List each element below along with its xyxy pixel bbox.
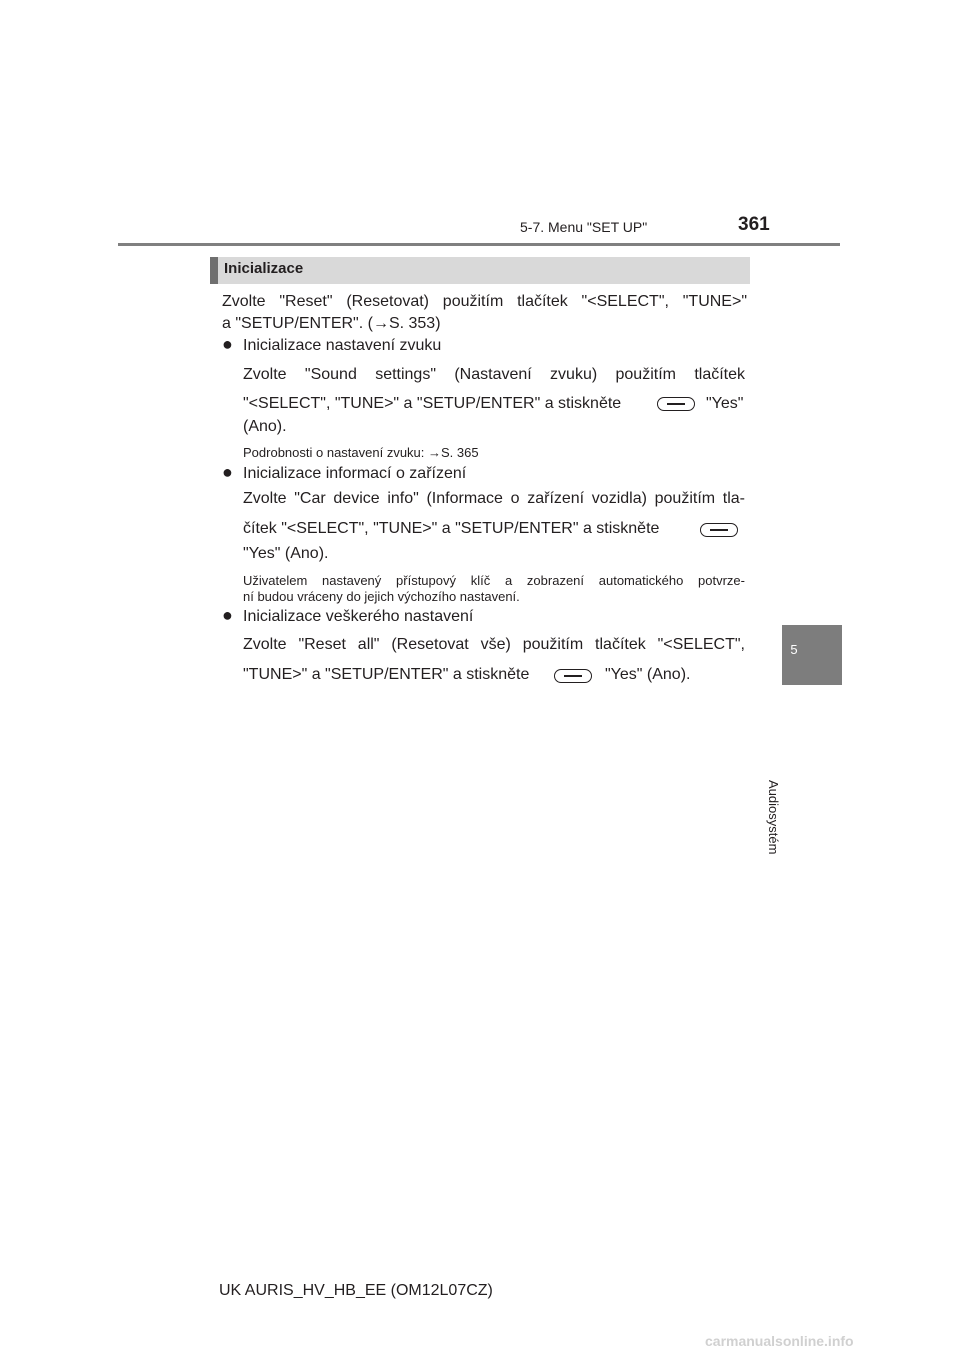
setup-enter-button-icon bbox=[554, 669, 592, 683]
item-sound-line-1: Zvolte "Sound settings" (Nastavení zvuku) použitím tlačítek bbox=[243, 366, 745, 383]
bullet-icon: ● bbox=[222, 462, 233, 482]
section-heading-accent bbox=[210, 257, 218, 284]
item-heading-sound: Inicializace nastavení zvuku bbox=[243, 337, 442, 354]
item-heading-device-info: Inicializace informací o zařízení bbox=[243, 465, 467, 482]
section-title: Inicializace bbox=[224, 260, 304, 277]
setup-enter-button-icon bbox=[657, 397, 695, 411]
item-device-line-3: "Yes" (Ano). bbox=[243, 545, 329, 562]
item-device-note-1: Uživatelem nastavený přístupový klíč a zobrazení automatického potvrze- bbox=[243, 573, 745, 588]
item-heading-all-settings: Inicializace veškerého nastavení bbox=[243, 608, 474, 625]
watermark: carmanualsonline.info bbox=[705, 1333, 854, 1349]
page-number: 361 bbox=[738, 214, 770, 235]
intro-line-1: Zvolte "Reset" (Resetovat) použitím tlačítek "<SELECT", "TUNE>" bbox=[222, 293, 747, 310]
item-device-note-2: ní budou vráceny do jejich výchozího nastavení. bbox=[243, 589, 520, 604]
running-header-section: 5-7. Menu "SET UP" bbox=[520, 219, 648, 235]
item-device-line-1: Zvolte "Car device info" (Informace o zařízení vozidla) použitím tla- bbox=[243, 490, 745, 507]
bullet-icon: ● bbox=[222, 605, 233, 625]
item-sound-line-3: (Ano). bbox=[243, 418, 287, 435]
chapter-tab-number: 5 bbox=[790, 642, 798, 657]
item-sound-note: Podrobnosti o nastavení zvuku: →S. 365 bbox=[243, 445, 479, 460]
item-device-line-2: čítek "<SELECT", "TUNE>" a "SETUP/ENTER" a stiskněte bbox=[243, 520, 660, 537]
bullet-icon: ● bbox=[222, 334, 233, 354]
footer-model-code: UK AURIS_HV_HB_EE (OM12L07CZ) bbox=[219, 1282, 493, 1299]
item-sound-line-2: "<SELECT", "TUNE>" a "SETUP/ENTER" a stiskněte bbox=[243, 395, 622, 412]
item-sound-yes: "Yes" bbox=[706, 395, 744, 412]
item-all-line-2: "TUNE>" a "SETUP/ENTER" a stiskněte bbox=[243, 666, 530, 683]
item-all-yes: "Yes" (Ano). bbox=[605, 666, 691, 683]
chapter-tab-label: Audiosystém bbox=[766, 780, 781, 855]
intro-line-2: a "SETUP/ENTER". (→S. 353) bbox=[222, 315, 441, 332]
item-all-line-1: Zvolte "Reset all" (Resetovat vše) použitím tlačítek "<SELECT", bbox=[243, 636, 745, 653]
header-divider bbox=[118, 243, 840, 246]
setup-enter-button-icon bbox=[700, 523, 738, 537]
